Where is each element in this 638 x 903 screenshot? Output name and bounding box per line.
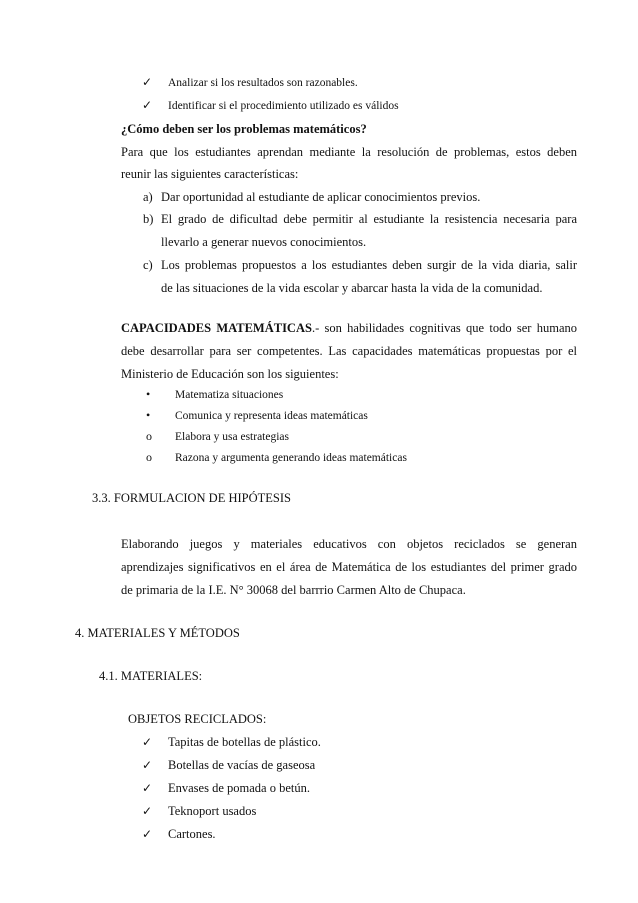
hypothesis-line3: de primaria de la I.E. N° 30068 del barrrio Carmen Alto de Chupaca. [121, 583, 466, 597]
recycled-item-text: Tapitas de botellas de plástico. [168, 735, 321, 749]
char-text-c-line2: de las situaciones de la vida escolar y abarcar hasta la vida de la comunidad. [161, 281, 543, 295]
check-item-text: Identificar si el procedimiento utilizado es válidos [168, 100, 399, 112]
check-mark-icon: ✓ [142, 758, 153, 772]
recycled-item-text: Envases de pomada o betún. [168, 781, 310, 795]
char-text-c-line1: Los problemas propuestos a los estudiantes deben surgir de la vida diaria, salir [161, 258, 577, 272]
char-marker-b: b) [143, 212, 154, 226]
check-mark-icon: ✓ [142, 735, 153, 749]
recycled-item-text: Botellas de vacías de gaseosa [168, 758, 316, 772]
check-item-text: Analizar si los resultados son razonables. [168, 77, 358, 89]
char-text-b-line2: llevarlo a generar nuevos conocimientos. [161, 235, 367, 249]
recycled-heading: OBJETOS RECICLADOS: [128, 712, 267, 726]
cap-item-matematiza: Matematiza situaciones [175, 389, 284, 401]
capacidades-line3: Ministerio de Educación son los siguientes: [121, 367, 339, 381]
check-item-identificar [142, 98, 399, 114]
recycled-item [142, 827, 216, 842]
recycled-item-text: Cartones. [168, 827, 216, 841]
circle-bullet-icon: o [146, 450, 152, 464]
char-text-b-line1: El grado de dificultad debe permitir al estudiante la resistencia necesaria para [161, 212, 577, 226]
section-heading-3-3: 3.3. FORMULACION DE HIPÓTESIS [92, 491, 291, 505]
capacidades-line1-rest: .- son habilidades cognitivas que todo ser humano [311, 321, 577, 335]
char-marker-c: c) [143, 258, 153, 272]
section-heading-4: 4. MATERIALES Y MÉTODOS [75, 626, 240, 640]
char-text-a: Dar oportunidad al estudiante de aplicar conocimientos previos. [161, 190, 481, 204]
check-mark-icon: ✓ [142, 804, 153, 818]
recycled-item [142, 735, 321, 750]
problems-intro-line1: Para que los estudiantes aprendan mediante la resolución de problemas, estos deben [121, 145, 577, 159]
check-mark-icon: ✓ [142, 827, 153, 841]
recycled-item [142, 804, 256, 819]
check-mark-icon: ✓ [142, 98, 153, 112]
check-item-analizar [142, 75, 358, 91]
char-marker-a: a) [143, 190, 153, 204]
cap-item-comunica: Comunica y representa ideas matemáticas [175, 410, 368, 422]
circle-bullet-icon: o [146, 429, 152, 443]
cap-item-razona: Razona y argumenta generando ideas matemáticas [175, 452, 407, 464]
bullet-icon: • [146, 408, 151, 422]
hypothesis-line1: Elaborando juegos y materiales educativos con objetos reciclados se generan [121, 537, 577, 551]
capacidades-line2: debe desarrollar para ser competentes. Las capacidades matemáticas propuestas por el [121, 344, 577, 358]
problems-intro-line2: reunir las siguientes características: [121, 167, 299, 181]
recycled-item [142, 781, 310, 796]
check-mark-icon: ✓ [142, 781, 153, 795]
recycled-item-text: Teknoport usados [168, 804, 257, 818]
section-heading-4-1: 4.1. MATERIALES: [99, 669, 203, 683]
bullet-icon: • [146, 387, 151, 401]
hypothesis-line2: aprendizajes significativos en el área de Matemática de los estudiantes del primer grado [121, 560, 577, 574]
problems-heading: ¿Cómo deben ser los problemas matemáticos? [121, 122, 367, 136]
check-mark-icon: ✓ [142, 75, 153, 89]
recycled-item [142, 758, 315, 773]
cap-item-elabora: Elabora y usa estrategias [175, 431, 289, 443]
capacidades-title: CAPACIDADES MATEMÁTICAS [121, 321, 312, 335]
